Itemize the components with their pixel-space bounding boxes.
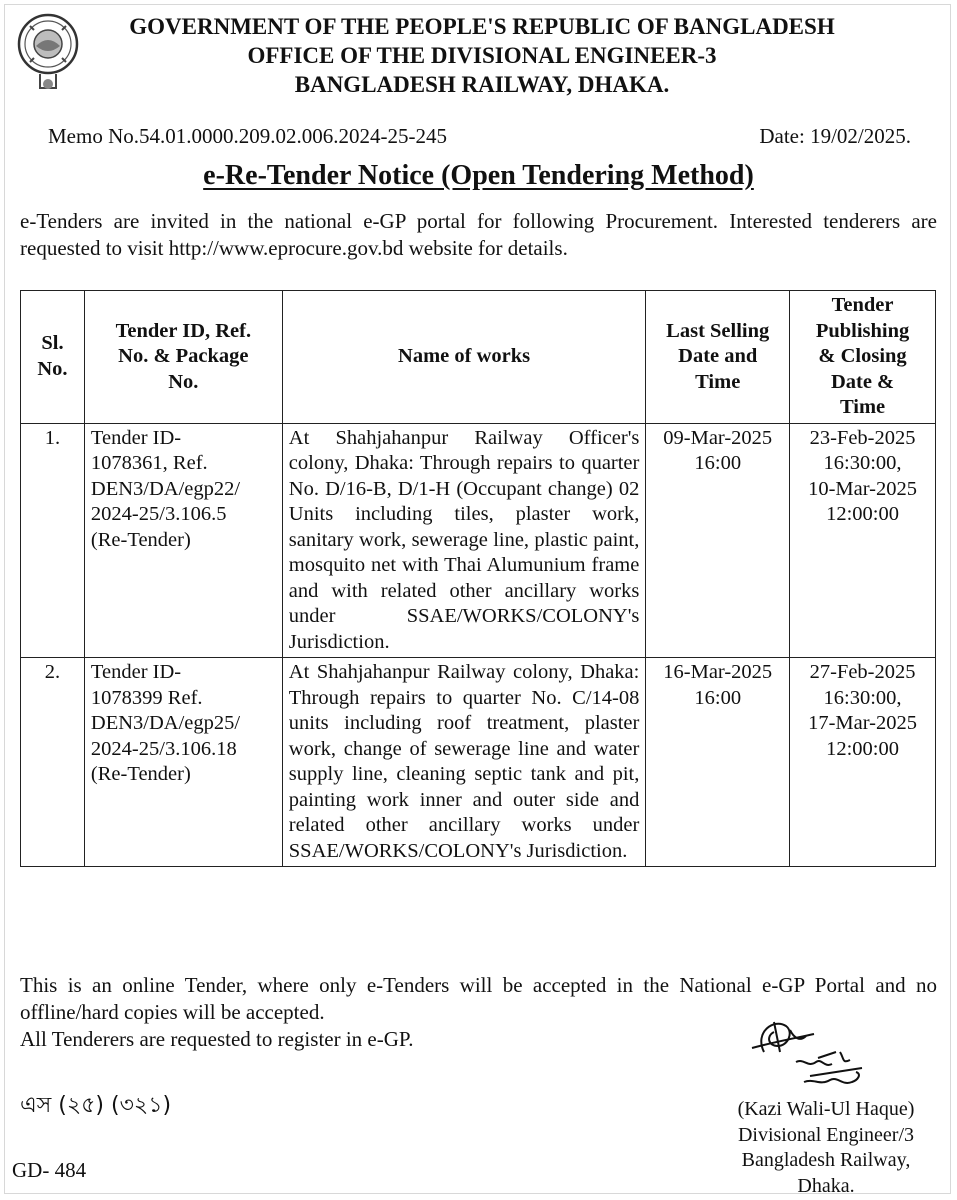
notice-title: e-Re-Tender Notice (Open Tendering Method)	[203, 160, 754, 191]
signatory-designation: Divisional Engineer/3	[737, 1123, 915, 1146]
row-sl: 2.	[21, 658, 85, 867]
row-tender-id: Tender ID- 1078361, Ref. DEN3/DA/egp22/ 2024-25/3.106.5 (Re-Tender)	[84, 423, 282, 658]
register-note: All Tenderers are requested to register in e-GP.	[20, 1027, 414, 1051]
header-sl: Sl. No.	[21, 291, 85, 424]
header-name-of-works: Name of works	[282, 291, 646, 424]
header-last-selling: Last Selling Date and Time	[646, 291, 790, 424]
memo-number: Memo No.54.01.0000.209.02.006.2024-25-245	[48, 124, 447, 148]
letterhead-government: GOVERNMENT OF THE PEOPLE'S REPUBLIC OF BANGLADESH	[129, 14, 835, 39]
table-row	[21, 658, 936, 867]
memo-date: Date: 19/02/2025.	[759, 124, 911, 148]
signatory-city: Dhaka.	[797, 1174, 855, 1197]
table-row	[21, 423, 936, 658]
bangla-reference-code: এস (২৫) (৩২১)	[20, 1093, 172, 1118]
signature-icon	[744, 1012, 884, 1100]
gd-number: GD- 484	[12, 1158, 87, 1182]
online-tender-note: This is an online Tender, where only e-Tenders will be accepted in the National e-GP Portal and no offline/hard copies will be accepted.	[20, 973, 937, 1024]
row-name-of-works: At Shahjahanpur Railway Officer's colony, Dhaka: Through repairs to quarter No. D/16-B, D/1-H (Occupant change) 02 Units including tiles, plaster work, sanitary work, sewerage line, plastic paint, mosquito net with Thai Alumunium frame and with related other ancillary works under SSAE/WORKS/COLONY's Jurisdiction.	[282, 423, 646, 658]
row-publishing-closing: 27-Feb-2025 16:30:00, 17-Mar-2025 12:00:00	[790, 658, 936, 867]
row-last-selling: 09-Mar-2025 16:00	[646, 423, 790, 658]
row-publishing-closing: 23-Feb-2025 16:30:00, 10-Mar-2025 12:00:00	[790, 423, 936, 658]
signatory-name: (Kazi Wali-Ul Haque)	[737, 1098, 915, 1120]
row-last-selling: 16-Mar-2025 16:00	[646, 658, 790, 867]
tender-table	[20, 290, 936, 867]
signatory-organization: Bangladesh Railway,	[741, 1149, 911, 1171]
row-sl: 1.	[21, 423, 85, 658]
row-tender-id: Tender ID- 1078399 Ref. DEN3/DA/egp25/ 2024-25/3.106.18 (Re-Tender)	[84, 658, 282, 867]
letterhead	[82, 12, 882, 99]
government-seal-icon	[16, 12, 80, 96]
header-tender-id: Tender ID, Ref. No. & Package No.	[84, 291, 282, 424]
intro-paragraph: e-Tenders are invited in the national e-GP portal for following Procurement. Interested tenderers are requested to visit http://www.eprocure.gov.bd website for details.	[20, 209, 937, 260]
signatory-block	[690, 1097, 957, 1199]
header-publishing-closing: Tender Publishing & Closing Date & Time	[790, 291, 936, 424]
letterhead-office: OFFICE OF THE DIVISIONAL ENGINEER-3	[247, 43, 717, 68]
row-name-of-works: At Shahjahanpur Railway colony, Dhaka: Through repairs to quarter No. C/14-08 units including roof treatment, plaster work, change of sewerage line and water supply line, cleaning septic tank and pit, painting work inner and outer side and related other ancillary works under SSAE/WORKS/COLONY's Jurisdiction.	[282, 658, 646, 867]
table-header-row	[21, 291, 936, 424]
letterhead-railway: BANGLADESH RAILWAY, DHAKA.	[294, 72, 670, 97]
